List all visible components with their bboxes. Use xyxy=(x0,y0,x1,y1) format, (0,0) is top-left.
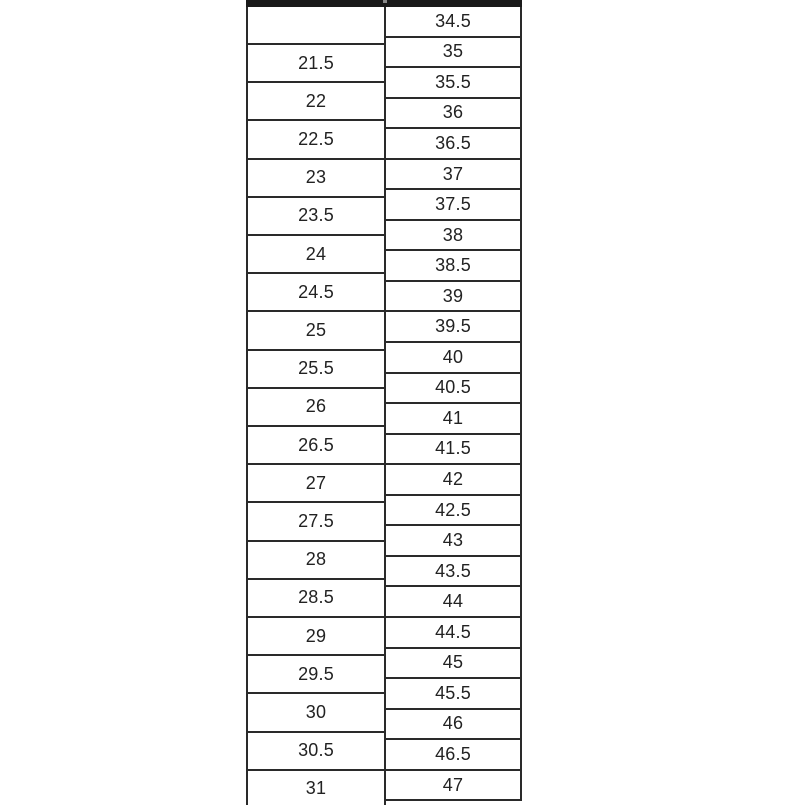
right-size-cell: 45 xyxy=(386,649,520,680)
left-size-cell: 27.5 xyxy=(248,503,384,541)
left-size-cell: 23 xyxy=(248,160,384,198)
left-size-cell: 31 xyxy=(248,771,384,805)
left-size-cell: 27 xyxy=(248,465,384,503)
left-size-cell: 29.5 xyxy=(248,656,384,694)
right-size-cell: 41 xyxy=(386,404,520,435)
right-size-column xyxy=(384,7,522,801)
right-size-cell: 42.5 xyxy=(386,496,520,527)
left-size-cell: 24.5 xyxy=(248,274,384,312)
right-size-cell: 43 xyxy=(386,526,520,557)
right-size-cell: 46.5 xyxy=(386,740,520,771)
right-size-cell: 37 xyxy=(386,160,520,191)
right-size-cell: 42 xyxy=(386,465,520,496)
right-size-cell: 40 xyxy=(386,343,520,374)
table-header-bar xyxy=(246,0,522,7)
header-divider xyxy=(383,0,387,3)
right-size-cell: 35 xyxy=(386,38,520,69)
right-size-cell: 37.5 xyxy=(386,190,520,221)
left-size-cell: 25.5 xyxy=(248,351,384,389)
right-size-cell: 44 xyxy=(386,587,520,618)
left-size-cell: 26 xyxy=(248,389,384,427)
left-size-cell: 25 xyxy=(248,312,384,350)
right-size-cell: 39 xyxy=(386,282,520,313)
left-size-cell: 28 xyxy=(248,542,384,580)
right-size-cell: 39.5 xyxy=(386,313,520,344)
size-conversion-table xyxy=(246,0,522,805)
right-size-cell: 43.5 xyxy=(386,557,520,588)
right-size-cell: 38.5 xyxy=(386,251,520,282)
right-size-cell: 36 xyxy=(386,99,520,130)
left-size-cell: 22 xyxy=(248,83,384,121)
right-size-cell: 46 xyxy=(386,710,520,741)
left-size-cell: 30.5 xyxy=(248,733,384,771)
right-size-cell: 38 xyxy=(386,221,520,252)
right-size-cell: 34.5 xyxy=(386,7,520,38)
left-size-cell: 23.5 xyxy=(248,198,384,236)
right-size-cell: 41.5 xyxy=(386,435,520,466)
left-size-cell: 30 xyxy=(248,694,384,732)
left-size-cell: 22.5 xyxy=(248,121,384,159)
blank-cell xyxy=(248,7,384,45)
left-size-cell: 28.5 xyxy=(248,580,384,618)
right-size-cell: 40.5 xyxy=(386,374,520,405)
right-size-cell: 35.5 xyxy=(386,68,520,99)
left-size-column xyxy=(246,7,386,805)
right-size-cell: 36.5 xyxy=(386,129,520,160)
right-size-cell: 47 xyxy=(386,771,520,802)
right-size-cell: 45.5 xyxy=(386,679,520,710)
left-size-cell: 21.5 xyxy=(248,45,384,83)
left-size-cell: 29 xyxy=(248,618,384,656)
right-size-cell: 44.5 xyxy=(386,618,520,649)
left-size-cell: 24 xyxy=(248,236,384,274)
left-size-cell: 26.5 xyxy=(248,427,384,465)
